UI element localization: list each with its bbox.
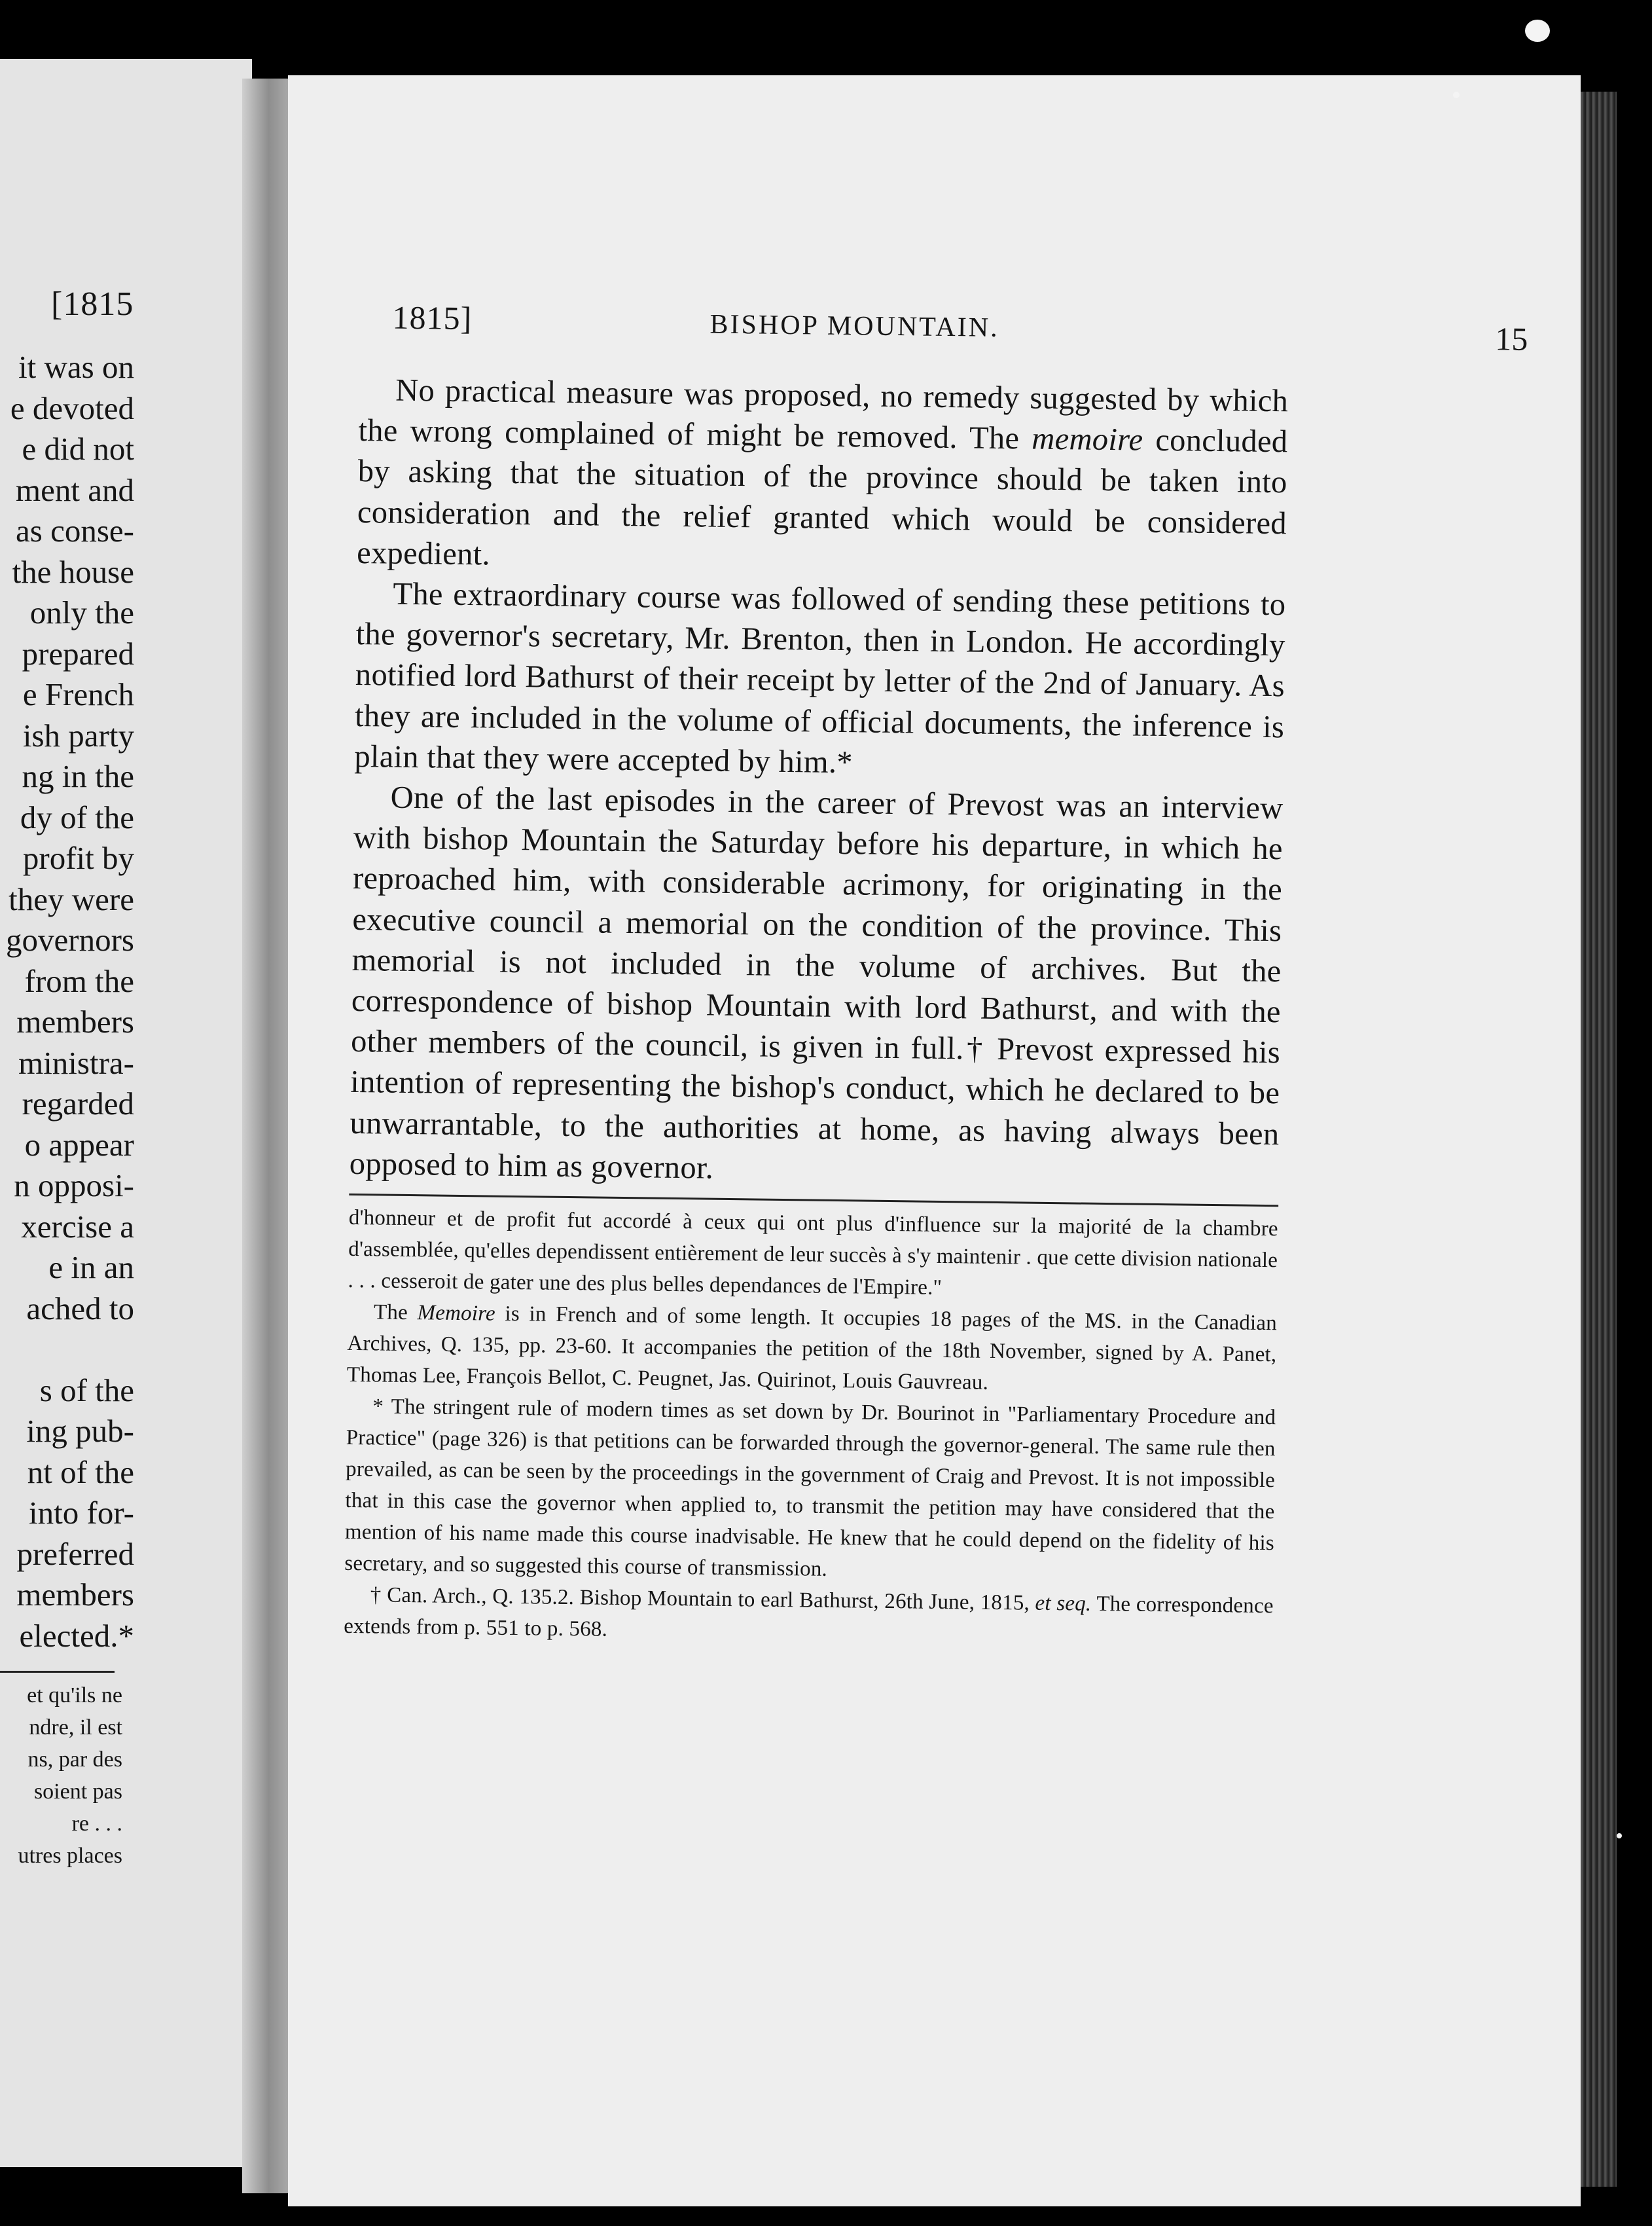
left-page-running-head: [1815 <box>51 285 134 323</box>
left-page-line: ministra- <box>18 1044 134 1081</box>
left-page-line: ndre, il est <box>29 1715 122 1740</box>
left-page-line: e in an <box>48 1249 134 1285</box>
left-page-line: s of the <box>39 1372 134 1408</box>
running-head-title: BISHOP MOUNTAIN. <box>709 309 999 343</box>
left-page-line: ns, par des <box>27 1747 122 1772</box>
left-page-footnotes <box>0 1679 122 1872</box>
left-page-line: into for- <box>29 1495 134 1531</box>
left-page-line: n opposi- <box>14 1167 134 1203</box>
left-facing-page <box>0 59 252 2167</box>
left-page-line: xercise a <box>21 1208 134 1245</box>
paragraph-2: The extraordinary course was followed of sending these petitions to the governor's secretary, Mr. Brenton, then in London. He accordingly notified lord Bathurst of their receipt by letter of the 2nd of January. As they are included in the volume of official documents, the inference is plain that they were accepted by him.* <box>354 576 1286 780</box>
left-page-line: o appear <box>24 1126 134 1163</box>
left-page-line: ng in the <box>22 758 134 794</box>
left-page-line: re . . . <box>71 1812 122 1836</box>
left-page-line: only the <box>29 594 134 630</box>
left-page-footnote-rule <box>0 1671 115 1673</box>
left-page-line: ish party <box>22 717 134 754</box>
left-page-line: elected.* <box>19 1617 134 1654</box>
footnote-memoire-a: The <box>373 1300 418 1325</box>
right-page <box>288 75 1581 2206</box>
left-page-line: e French <box>22 676 134 712</box>
footnote-memoire-italic: Memoire <box>417 1301 496 1326</box>
footnote-dagger-b: The correspondence extends from p. 551 to p. 568. <box>343 1592 1274 1641</box>
left-page-line: e devoted <box>10 390 134 426</box>
running-head-year: 1815] <box>392 299 473 337</box>
page-content <box>343 298 1528 1653</box>
left-page-line: it was on <box>18 349 134 385</box>
left-page-line: ing pub- <box>26 1413 134 1449</box>
scan-speck <box>1453 92 1460 98</box>
running-head <box>359 298 1528 381</box>
left-page-line: prepared <box>22 635 134 672</box>
left-page-line: members <box>16 1004 134 1040</box>
left-page-line: members <box>16 1577 134 1613</box>
paragraph-1-text-a: No practical measure was proposed, no remedy suggested by which the wrong complained of might be removed. The <box>358 373 1289 456</box>
left-page-line: soient pas <box>33 1779 122 1804</box>
left-page-line: from the <box>24 962 134 999</box>
footnote-dagger <box>344 1579 1274 1653</box>
paragraph-1-text-b: concluded by asking that the situation of the province should be taken into consideration and the relief granted which would be considered expedient. <box>356 422 1288 572</box>
left-page-line: nt of the <box>27 1453 134 1490</box>
paragraph-3: One of the last episodes in the career of Prevost was an interview with bishop Mountain the Saturday before his departure, in which he reproached him, with considerable acrimony, for originating in the executive council a memorial on the condition of the province. This memorial is not included in the volume of archives. But the correspondence of bishop Mountain with lord Bathurst, and with the other members of the council, is given in full.† Prevost expressed his intention of representing the bishop's conduct, which he declared to be unwarrantable, to the authorities at home, as having always been opposed to him as governor. <box>349 780 1284 1186</box>
page-number: 15 <box>1495 320 1528 357</box>
left-page-line <box>0 1329 134 1370</box>
left-page-line: ment and <box>16 471 134 508</box>
footnote-memoire-b: is in French and of some length. It occupies 18 pages of the MS. in the Canadian Archives, Q. 135, pp. 23-60. It accompanies the petition of the 18th November, signed by A. Panet, Thomas Lee, François Bellot, C. Peugnet, Jas. Quirinot, Louis Gauvreau. <box>346 1302 1278 1395</box>
memoire-italic: memoire <box>1032 421 1143 458</box>
body-text <box>349 370 1288 1195</box>
left-page-line: et qu'ils ne <box>27 1683 122 1707</box>
left-page-line: regarded <box>22 1086 134 1122</box>
left-page-line: as conse- <box>16 513 134 549</box>
paragraph-1 <box>357 370 1289 585</box>
scan-speck <box>1525 20 1550 42</box>
footnote-dagger-a: † Can. Arch., Q. 135.2. Bishop Mountain to earl Bathurst, 26th June, 1815, <box>370 1583 1035 1615</box>
left-page-line: profit by <box>22 840 134 876</box>
left-page-body <box>0 347 134 1656</box>
scan-speck <box>1617 1833 1622 1838</box>
footnote-star: * The stringent rule of modern times as set down by Dr. Bourinot in "Parliamentary Procedure and Practice" (page 326) is that petitions can be forwarded through the governor-general. The same rule then prevailed, as can be seen by the proceedings in the government of Craig and Prevost. It is not impossible that in this case the governor when applied to, to transmit the petition may have considered that the mention of his name made this course inadvisable. He knew that he could depend on the fidelity of his secretary, and so suggested this course of transmission. <box>344 1395 1276 1581</box>
footnote-memoire <box>347 1296 1278 1402</box>
left-page-line: they were <box>9 881 134 917</box>
left-page-line: e did not <box>22 431 134 467</box>
left-page-line: utres places <box>18 1844 122 1868</box>
footnote-continuation: d'honneur et de profit fut accordé à ceux qui ont plus d'influence sur la majorité de la chambre d'assemblée, qu'elles dependissent entièrement de leur succès à s'y maintenir . que cette division nationale . . . cesseroit de gater une des plus belles dependances de l'Empire." <box>348 1205 1278 1300</box>
left-page-line: governors <box>6 922 134 958</box>
left-page-line: the house <box>12 553 134 590</box>
footnotes <box>344 1202 1278 1653</box>
left-page-line: ached to <box>26 1290 134 1326</box>
left-page-line: preferred <box>16 1535 134 1572</box>
footnote-dagger-italic: et seq. <box>1035 1591 1092 1616</box>
left-page-line: dy of the <box>20 799 134 835</box>
